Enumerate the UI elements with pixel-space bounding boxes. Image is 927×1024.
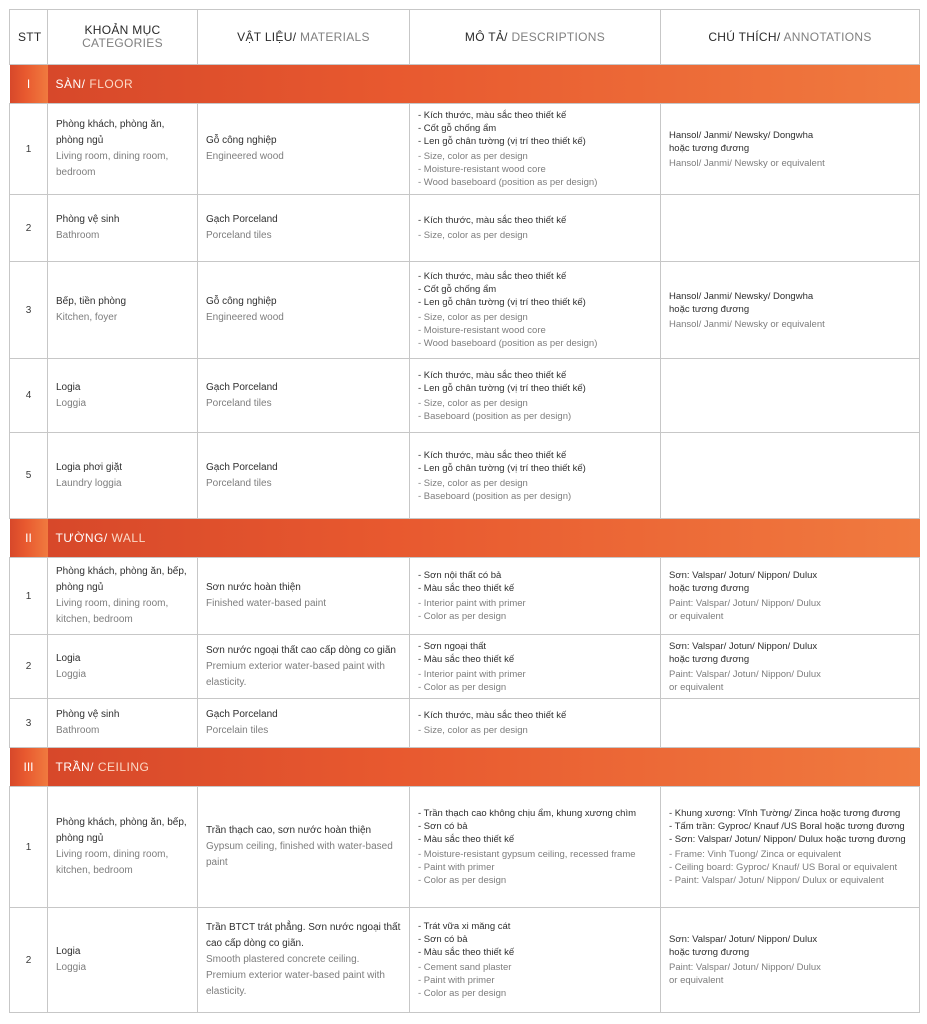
description-vi-line: - Len gỗ chân tường (vị trí theo thiết kế) — [418, 382, 586, 394]
annotation-cell — [661, 635, 920, 699]
row-number: 1 — [10, 558, 48, 635]
material-cell — [198, 908, 410, 1013]
row-number: 2 — [10, 195, 48, 262]
description-en-line: - Color as per design — [418, 875, 507, 886]
section-title — [48, 748, 920, 787]
annotation-en-line: or equivalent — [669, 611, 724, 622]
description-en-line: - Color as per design — [418, 611, 507, 622]
description-cell — [410, 359, 661, 433]
description-en-line: - Baseboard (position as per design) — [418, 490, 572, 502]
material-en: Porceland tiles — [206, 230, 272, 241]
header-annotations-vi: CHÚ THÍCH/ — [708, 29, 781, 44]
annotation-vi-line: hoặc tương đương — [669, 303, 750, 315]
description-vi-line: - Sơn ngoại thất — [418, 640, 487, 652]
section-title-en: CEILING — [97, 759, 150, 774]
category-en: Loggia — [56, 397, 87, 409]
category-cell — [48, 558, 198, 635]
annotation-cell — [661, 787, 920, 908]
material-en: Porceland tiles — [206, 477, 272, 489]
description-vi-line: - Len gỗ chân tường (vị trí theo thiết kế) — [418, 136, 586, 147]
description-vi-line: - Kích thước, màu sắc theo thiết kế — [418, 369, 567, 381]
description-cell — [410, 787, 661, 908]
spec-table — [9, 9, 920, 1013]
description-vi-line: - Kích thước, màu sắc theo thiết kế — [418, 710, 567, 721]
category-cell — [48, 104, 198, 195]
annotation-vi-line: Sơn: Valspar/ Jotun/ Nippon/ Dulux — [669, 934, 818, 945]
material-cell — [198, 787, 410, 908]
description-vi-line: - Sơn nội thất có bả — [418, 570, 502, 581]
category-cell — [48, 433, 198, 519]
description-en-line: - Paint with primer — [418, 862, 495, 873]
description-vi-line: - Màu sắc theo thiết kế — [418, 653, 515, 665]
category-en: Loggia — [56, 962, 87, 973]
annotation-vi-line: hoặc tương đương — [669, 653, 750, 665]
material-en: Engineered wood — [206, 151, 284, 162]
annotation-en-line: Paint: Valspar/ Jotun/ Nippon/ Dulux — [669, 598, 821, 609]
annotation-en-line: - Paint: Valspar/ Jotun/ Nippon/ Dulux or equivalent — [669, 875, 884, 886]
section-floor — [10, 65, 920, 104]
annotation-vi-line: - Khung xương: Vĩnh Tường/ Zinca hoặc tương đương — [669, 808, 901, 819]
description-en-line: - Moisture-resistant wood core — [418, 164, 546, 175]
annotation-vi-line: Sơn: Valspar/ Jotun/ Nippon/ Dulux — [669, 640, 818, 652]
material-vi: Gạch Porceland — [206, 461, 278, 473]
description-en-line: - Wood baseboard (position as per design) — [418, 177, 598, 188]
annotation-en-line: - Ceiling board: Gyproc/ Knauf/ US Boral or equivalent — [669, 862, 898, 873]
description-vi-line: - Cốt gỗ chống ẩm — [418, 284, 497, 295]
table-row — [10, 787, 920, 908]
annotation-cell — [661, 558, 920, 635]
row-number: 1 — [10, 787, 48, 908]
material-en: Premium exterior water-based paint with elasticity. — [206, 660, 385, 688]
annotation-cell — [661, 262, 920, 359]
material-vi: Gỗ công nghiệp — [206, 135, 277, 146]
annotation-vi-line: hoặc tương đương — [669, 583, 750, 594]
material-en: Smooth plastered concrete ceiling. Premium exterior water-based paint with elasticity. — [206, 954, 385, 997]
header-stt — [10, 10, 48, 65]
annotation-en-line: - Frame: Vinh Tuong/ Zinca or equivalent — [669, 849, 841, 860]
annotation-vi-line: Hansol/ Janmi/ Newsky/ Dongwha — [669, 290, 814, 302]
material-vi: Gỗ công nghiệp — [206, 296, 277, 307]
row-number: 1 — [10, 104, 48, 195]
category-vi: Logia — [56, 946, 81, 957]
description-vi-line: - Kích thước, màu sắc theo thiết kế — [418, 110, 567, 121]
category-vi: Phòng vệ sinh — [56, 709, 120, 720]
description-vi-line: - Màu sắc theo thiết kế — [418, 834, 515, 845]
header-annotations-en: ANNOTATIONS — [783, 29, 872, 44]
annotation-cell — [661, 433, 920, 519]
description-vi-line: - Sơn có bả — [418, 821, 468, 832]
section-title-vi: SÀN/ — [55, 76, 86, 91]
material-vi: Trần BTCT trát phẳng. Sơn nước ngoại thất cao cấp dòng co giãn. — [206, 922, 401, 949]
header-materials — [198, 10, 410, 65]
category-cell — [48, 195, 198, 262]
description-cell — [410, 433, 661, 519]
material-cell — [198, 433, 410, 519]
description-cell — [410, 104, 661, 195]
header-materials-vi: VẬT LIỆU/ — [237, 29, 297, 44]
table-row — [10, 699, 920, 748]
material-cell — [198, 104, 410, 195]
header-categories-vi: KHOẢN MỤC — [84, 23, 161, 37]
description-cell — [410, 195, 661, 262]
category-vi: Phòng khách, phòng ăn, bếp, phòng ngủ — [56, 817, 187, 844]
annotation-en-line: Hansol/ Janmi/ Newsky or equivalent — [669, 318, 825, 330]
category-en: Bathroom — [56, 725, 100, 736]
section-number: III — [10, 748, 48, 787]
header-descriptions-en: DESCRIPTIONS — [511, 29, 606, 44]
annotation-vi-line: Hansol/ Janmi/ Newsky/ Dongwha — [669, 129, 814, 141]
category-en: Kitchen, foyer — [56, 312, 118, 323]
section-wall — [10, 519, 920, 558]
section-title-vi: TRẦN/ — [55, 759, 94, 774]
row-number: 5 — [10, 433, 48, 519]
ceiling-rows — [10, 787, 920, 1013]
material-vi: Sơn nước hoàn thiện — [206, 582, 301, 593]
annotation-en-line: Paint: Valspar/ Jotun/ Nippon/ Dulux — [669, 962, 821, 973]
header-categories — [48, 10, 198, 65]
floor-rows — [10, 104, 920, 519]
description-en-line: - Size, color as per design — [418, 725, 528, 736]
section-title-en: FLOOR — [89, 76, 134, 91]
section-title-en: WALL — [111, 530, 146, 545]
header-descriptions-vi: MÔ TẢ/ — [464, 29, 508, 44]
category-en: Loggia — [56, 668, 87, 680]
category-vi: Phòng khách, phòng ăn, phòng ngủ — [56, 119, 165, 146]
material-en: Finished water-based paint — [206, 598, 327, 609]
description-vi-line: - Len gỗ chân tường (vị trí theo thiết kế) — [418, 462, 586, 474]
annotation-vi-line: hoặc tương đương — [669, 142, 750, 154]
description-en-line: - Size, color as per design — [418, 477, 528, 489]
annotation-vi-line: - Sơn: Valspar/ Jotun/ Nippon/ Dulux hoặc tương đương — [669, 834, 906, 845]
description-en-line: - Baseboard (position as per design) — [418, 410, 572, 422]
category-vi: Bếp, tiền phòng — [56, 296, 127, 307]
section-ceiling — [10, 748, 920, 787]
row-number: 3 — [10, 699, 48, 748]
section-title-vi: TƯỜNG/ — [55, 530, 108, 545]
annotation-cell — [661, 359, 920, 433]
header-descriptions — [410, 10, 661, 65]
category-cell — [48, 635, 198, 699]
description-vi-line: - Cốt gỗ chống ẩm — [418, 123, 497, 134]
material-en: Gypsum ceiling, finished with water-based paint — [206, 841, 393, 868]
row-number: 2 — [10, 635, 48, 699]
header-annotations — [661, 10, 920, 65]
category-vi: Logia — [56, 652, 81, 664]
annotation-en-line: Hansol/ Janmi/ Newsky or equivalent — [669, 157, 825, 169]
description-en-line: - Wood baseboard (position as per design) — [418, 338, 598, 349]
description-en-line: - Paint with primer — [418, 975, 495, 986]
section-number: I — [10, 65, 48, 104]
material-cell — [198, 359, 410, 433]
annotation-vi-line: hoặc tương đương — [669, 947, 750, 958]
description-vi-line: - Trát vữa xi măng cát — [418, 921, 511, 932]
annotation-vi-line: Sơn: Valspar/ Jotun/ Nippon/ Dulux — [669, 570, 818, 581]
annotation-vi-line: - Tấm trần: Gyproc/ Knauf /US Boral hoặc tương đương — [669, 821, 905, 832]
material-vi: Gạch Porceland — [206, 214, 278, 225]
header-row — [10, 10, 920, 65]
material-cell — [198, 262, 410, 359]
material-vi: Gạch Porceland — [206, 709, 278, 720]
material-cell — [198, 195, 410, 262]
table-row — [10, 433, 920, 519]
annotation-cell — [661, 104, 920, 195]
description-en-line: - Cement sand plaster — [418, 962, 512, 973]
row-number: 3 — [10, 262, 48, 359]
category-en: Living room, dining room, bedroom — [56, 151, 169, 178]
category-en: Living room, dining room, kitchen, bedroom — [56, 598, 169, 625]
description-vi-line: - Kích thước, màu sắc theo thiết kế — [418, 449, 567, 461]
description-vi-line: - Trần thạch cao không chịu ẩm, khung xương chìm — [418, 808, 637, 819]
description-en-line: - Size, color as per design — [418, 230, 528, 241]
annotation-en-line: or equivalent — [669, 681, 724, 693]
table-row — [10, 195, 920, 262]
description-cell — [410, 262, 661, 359]
category-vi: Phòng khách, phòng ăn, bếp, phòng ngủ — [56, 566, 187, 593]
description-en-line: - Size, color as per design — [418, 151, 528, 162]
category-vi: Logia phơi giặt — [56, 461, 123, 473]
description-en-line: - Color as per design — [418, 681, 507, 693]
annotation-cell — [661, 699, 920, 748]
category-en: Laundry loggia — [56, 477, 122, 489]
table-row — [10, 359, 920, 433]
annotation-en-line: or equivalent — [669, 975, 724, 986]
annotation-cell — [661, 908, 920, 1013]
table-row — [10, 635, 920, 699]
category-cell — [48, 787, 198, 908]
category-cell — [48, 262, 198, 359]
header-categories-en: CATEGORIES — [82, 36, 163, 50]
section-title — [48, 65, 920, 104]
description-vi-line: - Kích thước, màu sắc theo thiết kế — [418, 271, 567, 282]
row-number: 2 — [10, 908, 48, 1013]
description-cell — [410, 699, 661, 748]
section-title — [48, 519, 920, 558]
table-row — [10, 262, 920, 359]
material-cell — [198, 558, 410, 635]
material-en: Engineered wood — [206, 312, 284, 323]
category-cell — [48, 908, 198, 1013]
category-vi: Phòng vệ sinh — [56, 214, 120, 225]
annotation-cell — [661, 195, 920, 262]
material-en: Porceland tiles — [206, 397, 272, 409]
description-cell — [410, 558, 661, 635]
description-vi-line: - Sơn có bả — [418, 934, 468, 945]
wall-rows — [10, 558, 920, 748]
category-en: Living room, dining room, kitchen, bedroom — [56, 849, 169, 876]
description-vi-line: - Len gỗ chân tường (vị trí theo thiết kế) — [418, 297, 586, 308]
description-vi-line: - Màu sắc theo thiết kế — [418, 947, 515, 958]
description-en-line: - Size, color as per design — [418, 397, 528, 409]
section-number: II — [10, 519, 48, 558]
category-vi: Logia — [56, 381, 81, 393]
annotation-en-line: Paint: Valspar/ Jotun/ Nippon/ Dulux — [669, 668, 821, 680]
header-materials-en: MATERIALS — [299, 29, 370, 44]
material-vi: Gạch Porceland — [206, 381, 278, 393]
description-en-line: - Moisture-resistant wood core — [418, 325, 546, 336]
description-en-line: - Interior paint with primer — [418, 668, 526, 680]
material-cell — [198, 635, 410, 699]
material-cell — [198, 699, 410, 748]
description-en-line: - Moisture-resistant gypsum ceiling, recessed frame — [418, 849, 636, 860]
description-vi-line: - Kích thước, màu sắc theo thiết kế — [418, 215, 567, 226]
description-cell — [410, 908, 661, 1013]
description-vi-line: - Màu sắc theo thiết kế — [418, 583, 515, 594]
material-vi: Trần thạch cao, sơn nước hoàn thiện — [206, 825, 372, 836]
description-en-line: - Color as per design — [418, 988, 507, 999]
material-vi: Sơn nước ngoại thất cao cấp dòng co giãn — [206, 644, 396, 656]
category-cell — [48, 359, 198, 433]
table-row — [10, 104, 920, 195]
table-row — [10, 558, 920, 635]
material-en: Porcelain tiles — [206, 725, 269, 736]
description-en-line: - Interior paint with primer — [418, 598, 526, 609]
description-en-line: - Size, color as per design — [418, 312, 528, 323]
description-cell — [410, 635, 661, 699]
table-row — [10, 908, 920, 1013]
category-en: Bathroom — [56, 230, 100, 241]
row-number: 4 — [10, 359, 48, 433]
category-cell — [48, 699, 198, 748]
header-stt-label: STT — [18, 29, 42, 44]
